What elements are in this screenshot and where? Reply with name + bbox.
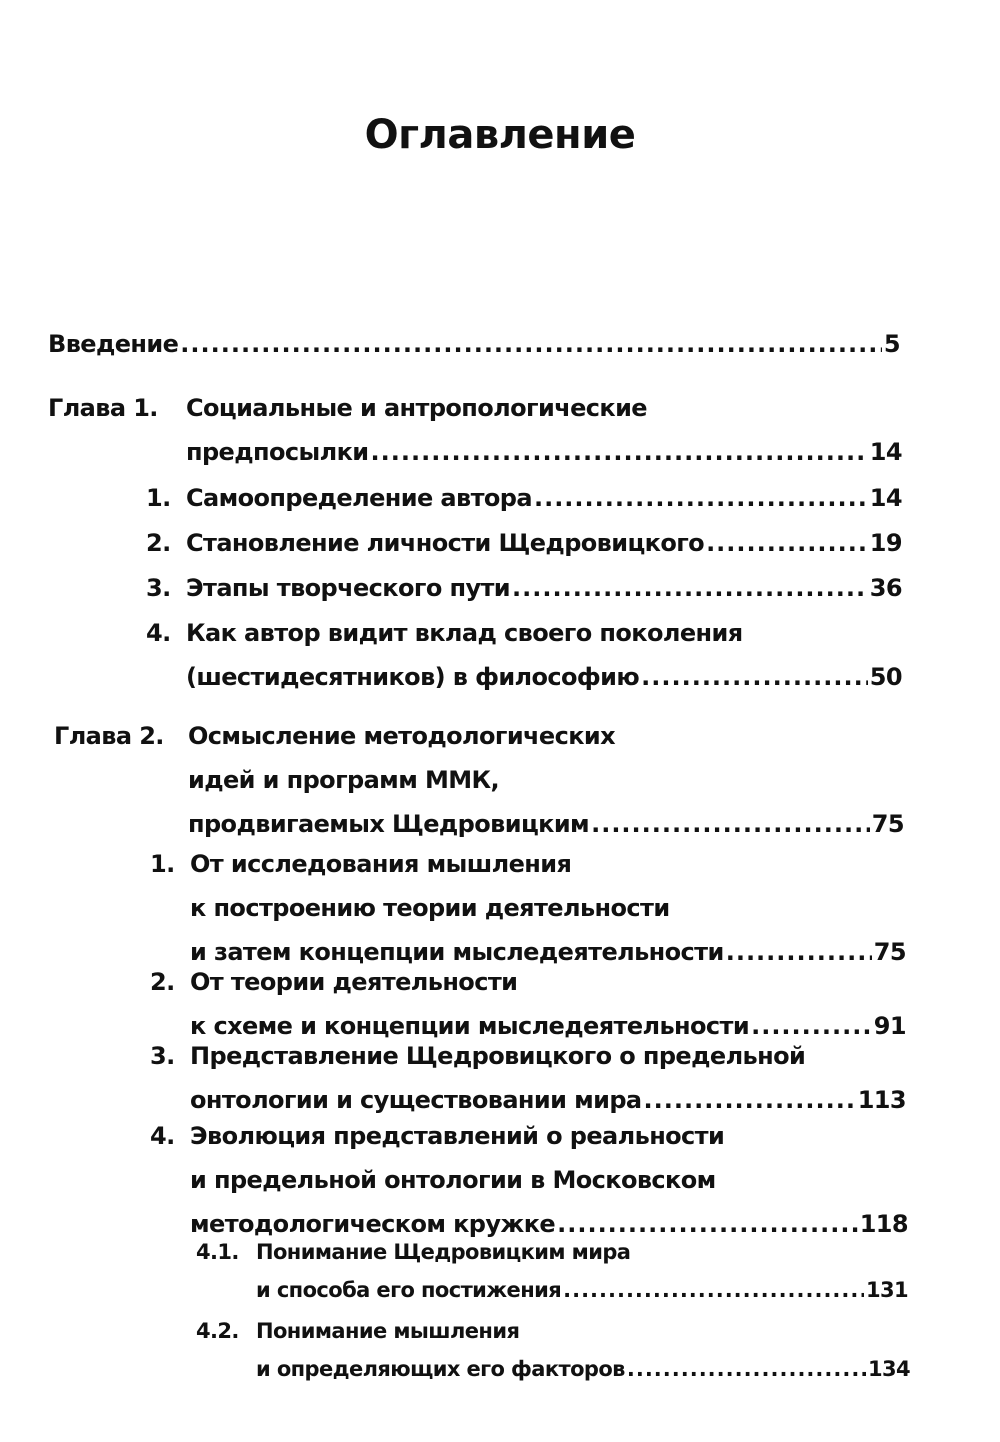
toc-page-number: 36	[869, 574, 902, 602]
leader-dots	[534, 476, 868, 520]
leader-dots	[591, 802, 870, 846]
section-number: 1.	[150, 850, 175, 878]
toc-page-number: 131	[865, 1278, 908, 1302]
toc-page-number: 75	[871, 810, 904, 838]
section-title-line: к построению теории деятельности	[190, 894, 670, 922]
section-title-line: онтологии и существовании мира	[190, 1086, 642, 1114]
section-title-line: От теории деятельности	[190, 968, 518, 996]
toc-page-number: 5	[883, 330, 900, 358]
leader-dots	[371, 430, 868, 474]
section-title-line: Эволюция представлений о реальности	[190, 1122, 725, 1150]
leader-dots	[512, 566, 868, 610]
section-number: 4.	[150, 1122, 175, 1150]
toc-page-number: 118	[859, 1210, 908, 1238]
subsection-title-line: Понимание Щедровицким мира	[256, 1240, 631, 1264]
subsection-title-line: Понимание мышления	[256, 1319, 520, 1343]
section-title-line: методологическом кружке	[190, 1210, 556, 1238]
toc-page-number: 75	[873, 938, 906, 966]
chapter-title-line: предпосылки	[186, 438, 369, 466]
subsection-title-line: и способа его постижения	[256, 1278, 562, 1302]
subsection-number: 4.2.	[196, 1319, 239, 1343]
toc-page-number: 14	[869, 484, 902, 512]
leader-dots	[180, 322, 882, 366]
section-title-line: Этапы творческого пути	[186, 574, 511, 602]
chapter-title	[186, 386, 902, 474]
section-number: 4.	[146, 619, 171, 647]
chapter-title	[188, 714, 904, 846]
leader-dots	[563, 1271, 864, 1309]
toc-page-number: 91	[873, 1012, 906, 1040]
toc-page-number: 50	[869, 663, 902, 691]
chapter-label: Глава 1.	[48, 394, 158, 422]
section-number: 1.	[146, 484, 171, 512]
section-title-line: Становление личности Щедровицкого	[186, 529, 705, 557]
chapter-title-line: продвигаемых Щедровицким	[188, 810, 590, 838]
section-number: 3.	[150, 1042, 175, 1070]
page-title: Оглавление	[364, 112, 636, 158]
leader-dots	[641, 655, 868, 699]
chapter-title-line: Осмысление методологических	[188, 722, 616, 750]
section-number: 2.	[146, 529, 171, 557]
toc-entry-intro	[48, 322, 900, 366]
subsection-number: 4.1.	[196, 1240, 239, 1264]
chapter-label: Глава 2.	[54, 722, 164, 750]
section-number: 2.	[150, 968, 175, 996]
section-number: 3.	[146, 574, 171, 602]
section-title-line: (шестидесятников) в философию	[186, 663, 640, 691]
toc-page-number: 19	[869, 529, 902, 557]
leader-dots	[627, 1350, 866, 1388]
section-title-line: От исследования мышления	[190, 850, 572, 878]
section-title-line: к схеме и концепции мыследеятельности	[190, 1012, 750, 1040]
leader-dots	[706, 521, 868, 565]
chapter-title-line: идей и программ ММК,	[188, 766, 500, 794]
section-title-line: и затем концепции мыследеятельности	[190, 938, 724, 966]
section-title-line: и предельной онтологии в Московском	[190, 1166, 716, 1194]
subsection-title-line: и определяющих его факторов	[256, 1357, 625, 1381]
chapter-title-line: Социальные и антропологические	[186, 394, 647, 422]
section-title-line: Представление Щедровицкого о предельной	[190, 1042, 806, 1070]
toc-page-number: 134	[867, 1357, 910, 1381]
toc-page-number: 113	[857, 1086, 906, 1114]
section-title-line: Самоопределение автора	[186, 484, 532, 512]
section-title-line: Как автор видит вклад своего поколения	[186, 619, 743, 647]
toc-page-number: 14	[869, 438, 902, 466]
toc-entry-label: Введение	[48, 330, 179, 358]
